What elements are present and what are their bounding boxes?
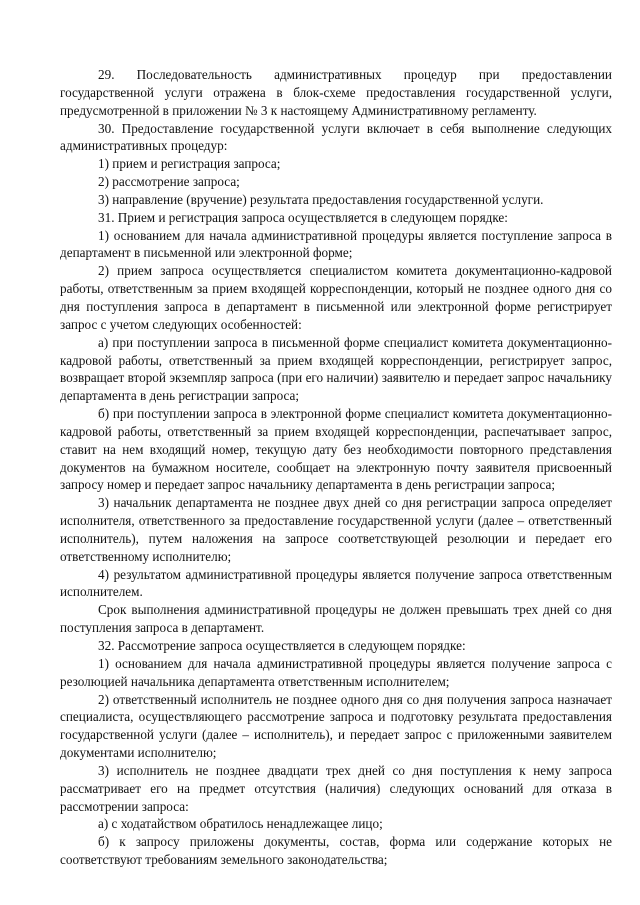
paragraph-32: 32. Рассмотрение запроса осуществляется в следующем порядке: xyxy=(98,638,466,653)
sub-item: а) с ходатайством обратилось ненадлежащее лицо; xyxy=(98,816,383,832)
list-item: 3) начальник департамента не позднее двух дней со дня регистрации запроса определяет исполнителя, ответственного за предоставление государственной услуги (далее – ответственный исполнитель), путем наложения на запросе соответствующей резолюции и передает его ответственному исполнителю; xyxy=(60,495,612,564)
list-item: 1) основанием для начала административной процедуры является поступление запроса в департамент в письменной или электронной форме; xyxy=(60,227,612,261)
sub-item: а) при поступлении запроса в письменной форме специалист комитета документационно-кадровой работы, ответственный за прием входящей корреспонденции, регистрирует запрос, возвращает второй экземпляр запроса (при его наличии) заявителю и передает запрос начальнику департамента в день регистрации запроса; xyxy=(60,334,612,404)
paragraph-deadline: Срок выполнения административной процедуры не должен превышать трех дней со дня поступления запроса в департамент. xyxy=(60,602,612,636)
list-item: 2) ответственный исполнитель не позднее одного дня со дня получения запроса назначает специалиста, осуществляющего рассмотрение запроса и подготовку результата предоставления государственной услуги (далее – исполнитель), и передает запрос с приложенными заявителем документами исполнителю; xyxy=(60,691,612,761)
paragraph-29: 29. Последовательность административных процедур при предоставлении государственной услуги отражена в блок-схеме предоставления государственной услуги, предусмотренной в приложении № 3 к настоящему Административному регламенту. xyxy=(60,67,612,118)
sub-item: б) к запросу приложены документы, состав, форма или содержание которых не соответствуют требованиям земельного законодательства; xyxy=(60,834,612,868)
list-item: 3) исполнитель не позднее двадцати трех дней со дня поступления к нему запроса рассматривает его на предмет отсутствия (наличия) следующих оснований для отказа в рассмотрении запроса: xyxy=(60,762,612,814)
paragraph-31: 31. Прием и регистрация запроса осуществляется в следующем порядке: xyxy=(98,209,508,225)
list-item: 1) основанием для начала административной процедуры является получение запроса с резолюцией начальника департамента ответственным исполнителем; xyxy=(60,655,612,689)
list-item: 3) направление (вручение) результата предоставления государственной услуги. xyxy=(98,191,544,207)
sub-item: б) при поступлении запроса в электронной форме специалист комитета документационно-кадровой работы, ответственный за прием входящей корреспонденции, распечатывает запрос, ставит на нем входящий номер, текущую дату без необходимости повторного представления документов на бумажном носителе, сообщает на электронную почту заявителя присвоенный запросу номер и передает запрос начальнику департамента в день регистрации запроса; xyxy=(60,406,612,493)
paragraph-30: 30. Предоставление государственной услуги включает в себя выполнение следующих административных процедур: xyxy=(60,120,612,154)
list-item: 2) прием запроса осуществляется специалистом комитета документационно-кадровой работы, ответственным за прием входящей корреспонденции, который не позднее одного дня со дня поступления запроса в департамент в письменной или электронной форме регистрирует запрос с учетом следующих особенностей: xyxy=(60,263,612,332)
list-item: 1) прием и регистрация запроса; xyxy=(98,156,281,172)
document-page xyxy=(60,66,612,869)
list-item: 2) рассмотрение запроса; xyxy=(98,174,240,190)
list-item: 4) результатом административной процедуры является получение запроса ответственным исполнителем. xyxy=(60,566,612,600)
